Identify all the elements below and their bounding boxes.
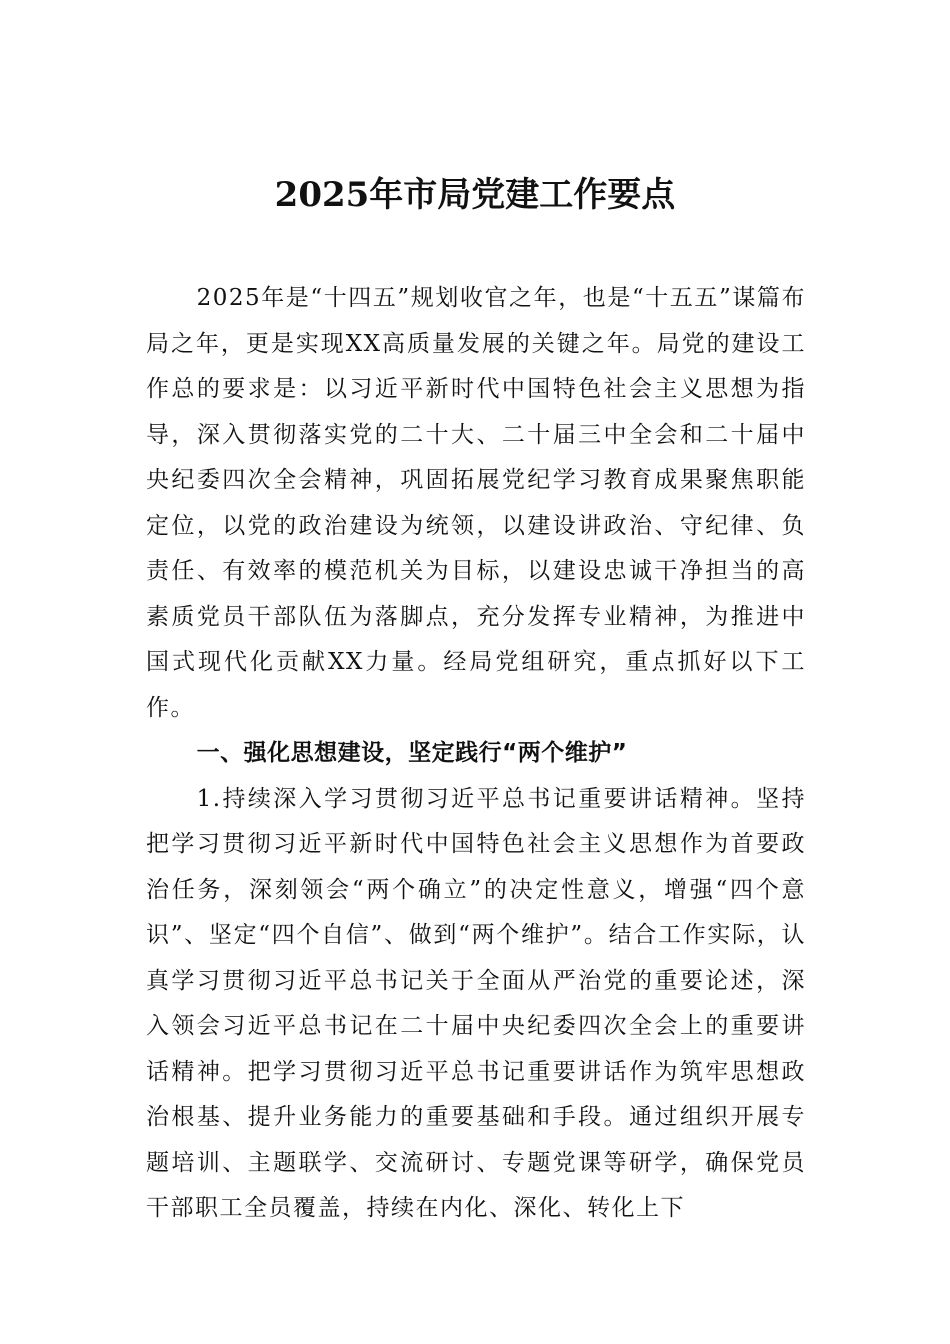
item-paragraph-1: 1.持续深入学习贯彻习近平总书记重要讲话精神。坚持把学习贯彻习近平新时代中国特色社会主义思想作为首要政治任务，深刻领会“两个确立”的决定性意义，增强“四个意识”、坚定“四个自信”、做到“两个维护”。结合工作实际，认真学习贯彻习近平总书记关于全面从严治党的重要论述，深入领会习近平总书记在二十届中央纪委四次全会上的重要讲话精神。把学习贯彻习近平总书记重要讲话作为筑牢思想政治根基、提升业务能力的重要基础和手段。通过组织开展专题培训、主题联学、交流研讨、专题党课等研学，确保党员干部职工全员覆盖，持续在内化、深化、转化上下 bbox=[146, 785, 806, 1221]
section-heading-1: 一、强化思想建设，坚定践行“两个维护” bbox=[196, 740, 628, 766]
document-title: 2025年市局党建工作要点 bbox=[274, 175, 676, 215]
document-body bbox=[146, 276, 806, 1232]
intro-paragraph: 2025年是“十四五”规划收官之年，也是“十五五”谋篇布局之年，更是实现XX高质量发展的关键之年。局党的建设工作总的要求是：以习近平新时代中国特色社会主义思想为指导，深入贯彻落实党的二十大、二十届三中全会和二十届中央纪委四次全会精神，巩固拓展党纪学习教育成果聚焦职能定位，以党的政治建设为统领，以建设讲政治、守纪律、负责任、有效率的模范机关为目标，以建设忠诚干净担当的高素质党员干部队伍为落脚点，充分发挥专业精神，为推进中国式现代化贡献XX力量。经局党组研究，重点抓好以下工作。 bbox=[146, 285, 806, 721]
